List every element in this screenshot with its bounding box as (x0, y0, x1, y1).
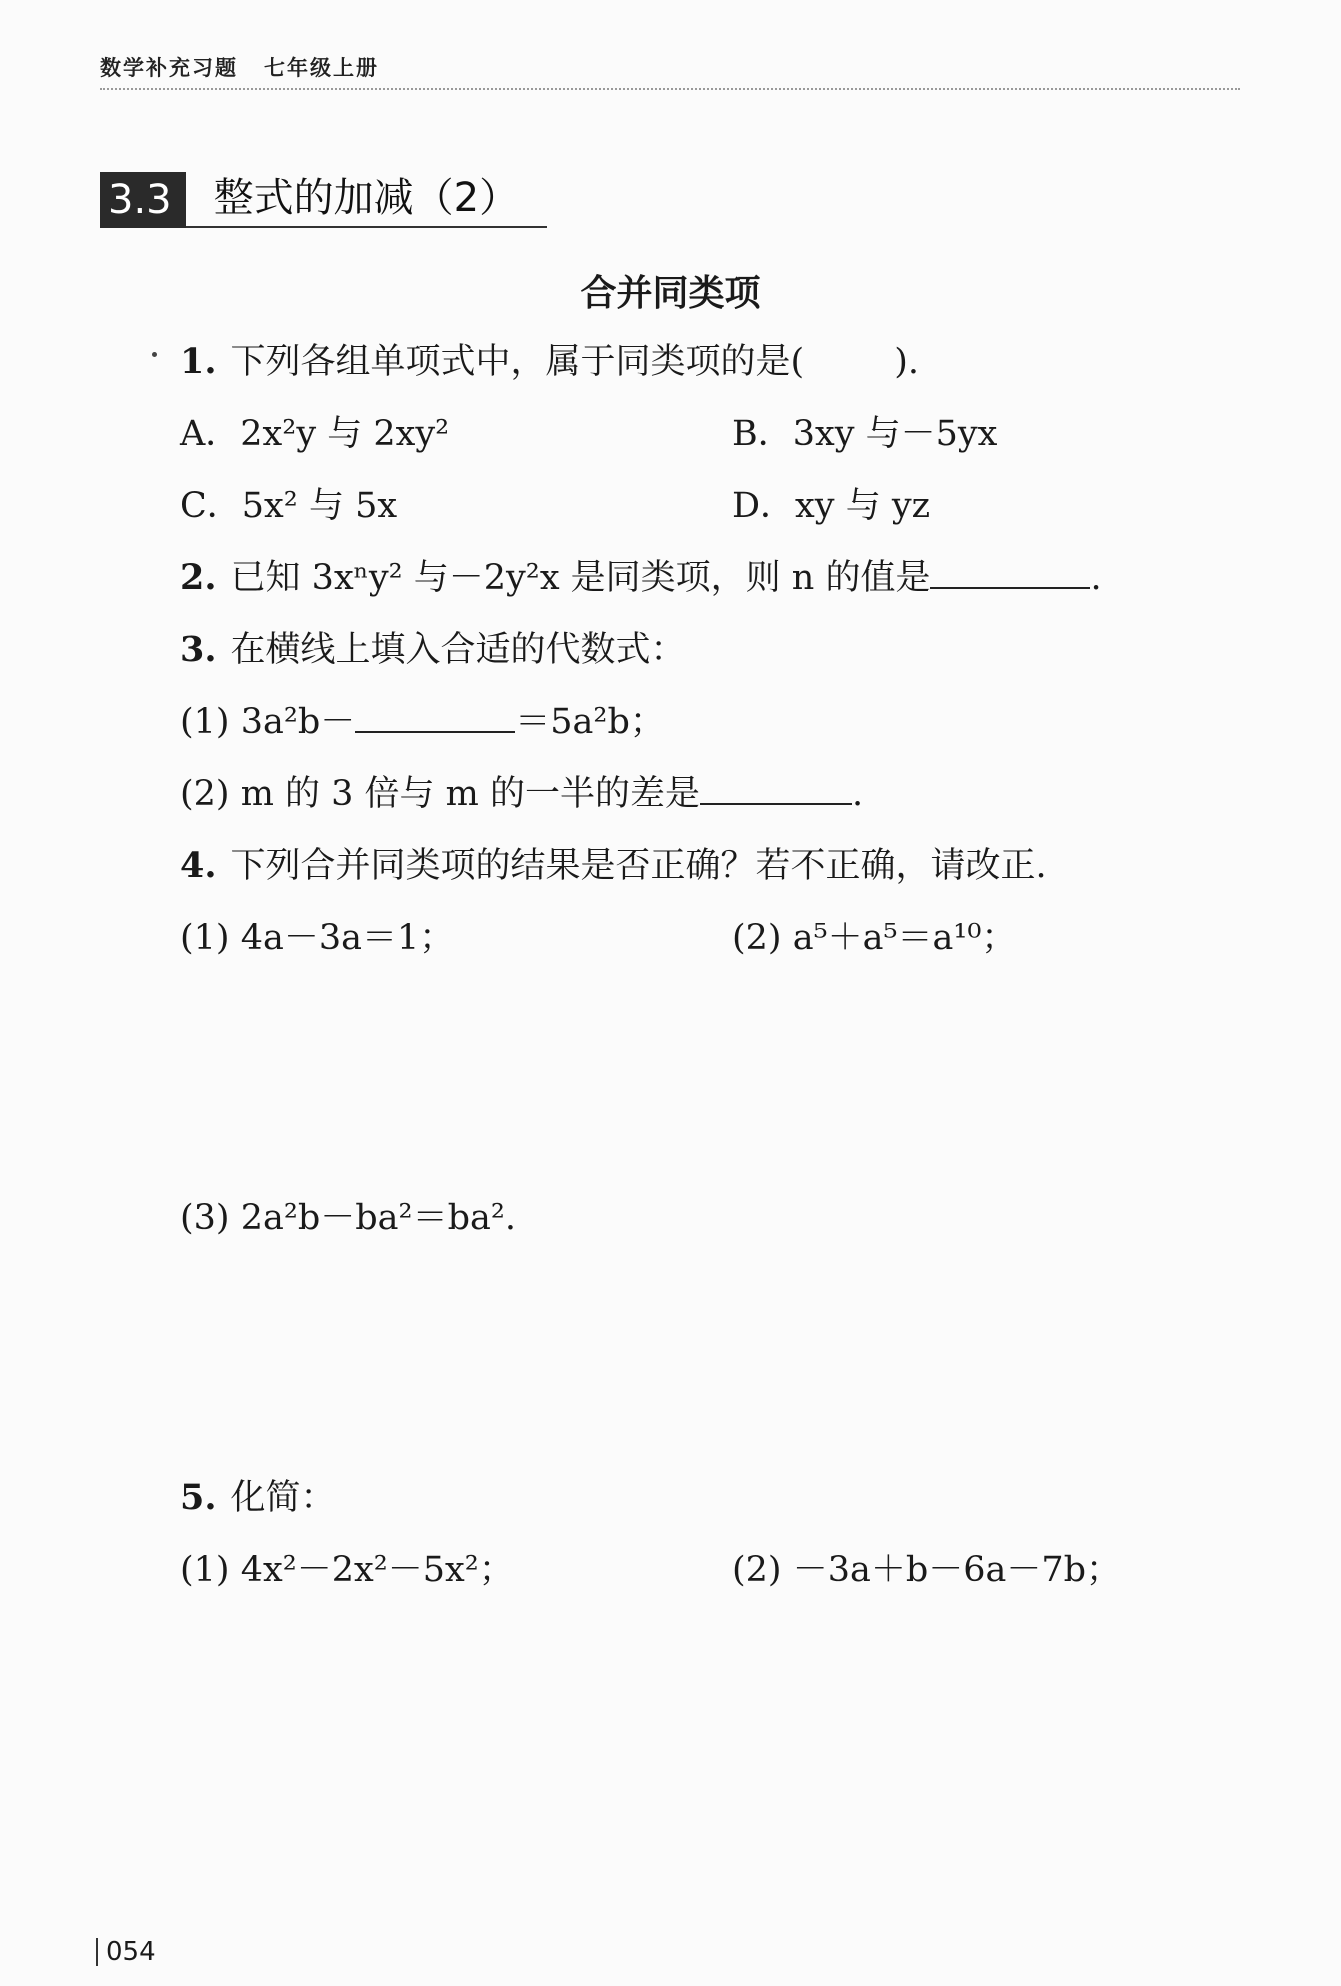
answer-blank[interactable] (355, 701, 515, 733)
header-dotted-rule (100, 88, 1240, 90)
question-4-part-1: (1) 4a－3a＝1； (180, 918, 455, 958)
question-number: 1. (180, 341, 217, 382)
question-stem-end: ). (894, 342, 919, 382)
grade-label: 七年级上册 (264, 56, 379, 80)
running-header (100, 52, 379, 82)
page-number: 054 (96, 1938, 156, 1966)
question-1 (180, 340, 919, 384)
option-b: B．3xy 与－5yx (732, 414, 998, 454)
question-5-part-2: (2) －3a＋b－6a－7b； (732, 1550, 1122, 1590)
question-number: 2. (180, 557, 217, 598)
section-heading (100, 170, 547, 228)
question-number: 4. (180, 845, 217, 886)
question-text: 已知 3xⁿy² 与－2y²x 是同类项，则 n 的值是 (230, 558, 931, 598)
question-4 (180, 844, 1047, 888)
question-2 (180, 556, 1102, 600)
section-number: 3.3 (100, 172, 186, 228)
question-text: 下列合并同类项的结果是否正确？若不正确，请改正. (230, 846, 1047, 886)
part-text: (2) m 的 3 倍与 m 的一半的差是 (180, 774, 700, 814)
question-4-part-3: (3) 2a²b－ba²＝ba². (180, 1198, 517, 1238)
option-c: C．5x² 与 5x (180, 486, 398, 526)
question-3-part-1 (180, 700, 665, 744)
question-3-part-2 (180, 772, 863, 816)
book-title: 数学补充习题 (100, 56, 238, 80)
question-text: 化简： (230, 1478, 336, 1518)
answer-blank[interactable] (700, 773, 852, 805)
question-stem: 下列各组单项式中，属于同类项的是( (230, 342, 805, 382)
question-end: . (1090, 558, 1102, 598)
margin-dot (152, 352, 157, 357)
part-text-end: ＝5a²b； (515, 702, 665, 742)
question-text: 在横线上填入合适的代数式： (230, 630, 686, 670)
answer-blank[interactable] (930, 557, 1090, 589)
question-5 (180, 1476, 336, 1520)
option-d: D．xy 与 yz (732, 486, 931, 526)
question-4-part-2: (2) a⁵＋a⁵＝a¹⁰； (732, 918, 1017, 958)
option-a: A．2x²y 与 2xy² (180, 414, 450, 454)
part-text: (1) 3a²b－ (180, 702, 356, 742)
question-number: 5. (180, 1477, 217, 1518)
part-text-end: . (851, 774, 864, 814)
question-3 (180, 628, 686, 672)
section-title: 整式的加减（2） (186, 170, 547, 228)
question-number: 3. (180, 629, 217, 670)
subheading: 合并同类项 (580, 273, 761, 314)
question-5-part-1: (1) 4x²－2x²－5x²； (180, 1550, 514, 1590)
